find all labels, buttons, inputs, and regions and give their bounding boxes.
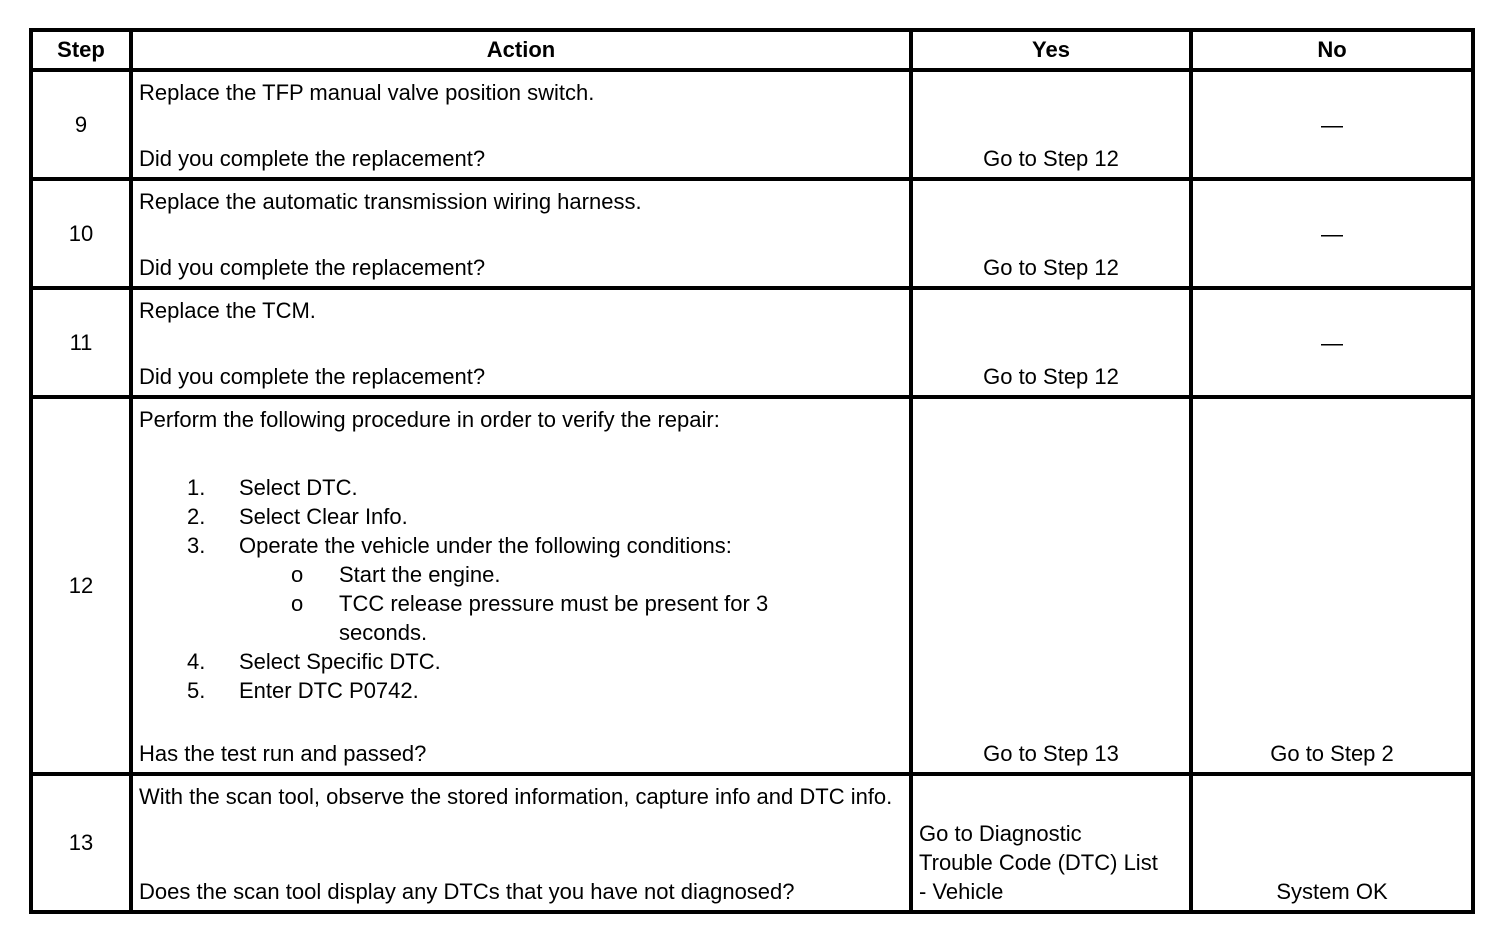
condition-text: Start the engine. bbox=[339, 562, 501, 587]
action-cell bbox=[131, 179, 911, 288]
step-marker: 2. bbox=[187, 504, 206, 529]
action-text: With the scan tool, observe the stored information, capture info and DTC info. bbox=[139, 784, 893, 809]
procedure-step: Select Clear Info. bbox=[239, 504, 408, 529]
yes-link[interactable]: Go to Step 13 bbox=[983, 741, 1119, 766]
table-row bbox=[31, 774, 1473, 912]
action-question: Did you complete the replacement? bbox=[139, 255, 486, 280]
no-value: — bbox=[1321, 330, 1343, 355]
list-item bbox=[239, 560, 903, 589]
yes-cell bbox=[911, 70, 1191, 179]
yes-link[interactable]: Go to Step 12 bbox=[983, 364, 1119, 389]
step-marker: 5. bbox=[187, 678, 206, 703]
table-row bbox=[31, 70, 1473, 179]
bullet-icon: o bbox=[291, 562, 304, 587]
step-marker: 1. bbox=[187, 475, 206, 500]
yes-cell bbox=[911, 774, 1191, 912]
action-question: Does the scan tool display any DTCs that you have not diagnosed? bbox=[139, 879, 795, 904]
table-row bbox=[31, 288, 1473, 397]
procedure-step: Select Specific DTC. bbox=[239, 649, 441, 674]
action-text: Replace the TCM. bbox=[139, 298, 316, 323]
action-cell bbox=[131, 774, 911, 912]
header-row bbox=[31, 30, 1473, 70]
no-value: System OK bbox=[1276, 879, 1388, 904]
no-cell bbox=[1191, 70, 1473, 179]
action-cell bbox=[131, 288, 911, 397]
yes-cell bbox=[911, 179, 1191, 288]
step-number: 10 bbox=[31, 179, 131, 288]
step-number: 9 bbox=[31, 70, 131, 179]
step-number: 13 bbox=[31, 774, 131, 912]
procedure-step: Select DTC. bbox=[239, 475, 358, 500]
diagnostic-table bbox=[29, 28, 1475, 914]
list-item bbox=[139, 647, 903, 676]
yes-cell bbox=[911, 397, 1191, 774]
procedure-list bbox=[139, 473, 903, 705]
step-number: 11 bbox=[31, 288, 131, 397]
no-value: — bbox=[1321, 221, 1343, 246]
action-question: Has the test run and passed? bbox=[139, 741, 427, 766]
action-text: Replace the automatic transmission wiring harness. bbox=[139, 189, 642, 214]
bullet-icon: o bbox=[291, 591, 304, 616]
condition-text: TCC release pressure must be present for 3 seconds. bbox=[339, 591, 769, 645]
no-cell bbox=[1191, 179, 1473, 288]
action-text: Perform the following procedure in order to verify the repair: bbox=[139, 407, 720, 432]
header-action: Action bbox=[131, 30, 911, 70]
condition-list bbox=[239, 560, 903, 647]
step-marker: 3. bbox=[187, 533, 206, 558]
table-row bbox=[31, 397, 1473, 774]
list-item bbox=[139, 502, 903, 531]
procedure-step: Operate the vehicle under the following conditions: bbox=[239, 533, 732, 558]
action-question: Did you complete the replacement? bbox=[139, 146, 486, 171]
yes-link[interactable]: Go to Step 12 bbox=[983, 255, 1119, 280]
step-marker: 4. bbox=[187, 649, 206, 674]
header-step: Step bbox=[31, 30, 131, 70]
step-number: 12 bbox=[31, 397, 131, 774]
yes-cell bbox=[911, 288, 1191, 397]
procedure-step: Enter DTC P0742. bbox=[239, 678, 419, 703]
yes-link[interactable]: Go to Diagnostic Trouble Code (DTC) List - Vehicle bbox=[919, 821, 1158, 904]
header-no: No bbox=[1191, 30, 1473, 70]
list-item bbox=[139, 676, 903, 705]
table-row bbox=[31, 179, 1473, 288]
no-link[interactable]: Go to Step 2 bbox=[1270, 741, 1394, 766]
no-cell bbox=[1191, 774, 1473, 912]
no-cell bbox=[1191, 397, 1473, 774]
action-cell bbox=[131, 70, 911, 179]
action-cell bbox=[131, 397, 911, 774]
yes-link[interactable]: Go to Step 12 bbox=[983, 146, 1119, 171]
list-item bbox=[139, 531, 903, 647]
list-item bbox=[239, 589, 859, 647]
action-text: Replace the TFP manual valve position switch. bbox=[139, 80, 595, 105]
action-question: Did you complete the replacement? bbox=[139, 364, 486, 389]
no-cell bbox=[1191, 288, 1473, 397]
list-item bbox=[139, 473, 903, 502]
header-yes: Yes bbox=[911, 30, 1191, 70]
no-value: — bbox=[1321, 112, 1343, 137]
